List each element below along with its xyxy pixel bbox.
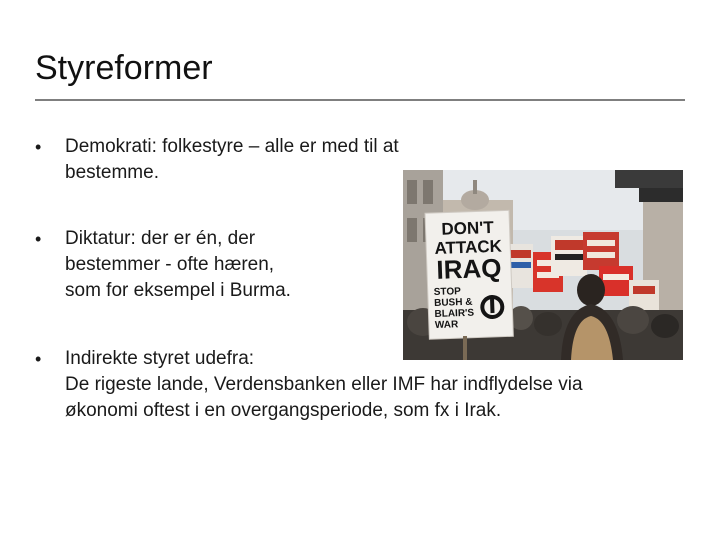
bullet-marker: • [35,137,42,157]
svg-text:IRAQ: IRAQ [435,252,502,285]
svg-text:ATTACK: ATTACK [434,236,503,258]
bullet-marker: • [35,229,42,249]
svg-text:STOP: STOP [433,286,461,299]
bullet-text: Indirekte styret udefra: De rigeste lande, Verdensbanken eller IMF har indflydelse via økonomi oftest i en overgangsperiode, som fx i Irak. [65,348,583,421]
protest-photo [403,170,683,360]
bullet-text: Diktatur: der er én, der bestemmer - ofte hæren, som for eksempel i Burma. [65,228,291,301]
slide-title: Styreformer [35,49,213,87]
bullet-marker: • [35,349,42,369]
svg-text:BLAIR'S: BLAIR'S [434,307,475,321]
title-divider [35,99,685,101]
svg-text:DON'T: DON'T [441,217,494,239]
svg-text:BUSH &: BUSH & [433,296,473,310]
bullet-text: Demokrati: folkestyre – alle er med til at bestemme. [65,136,399,183]
svg-text:WAR: WAR [434,319,459,332]
